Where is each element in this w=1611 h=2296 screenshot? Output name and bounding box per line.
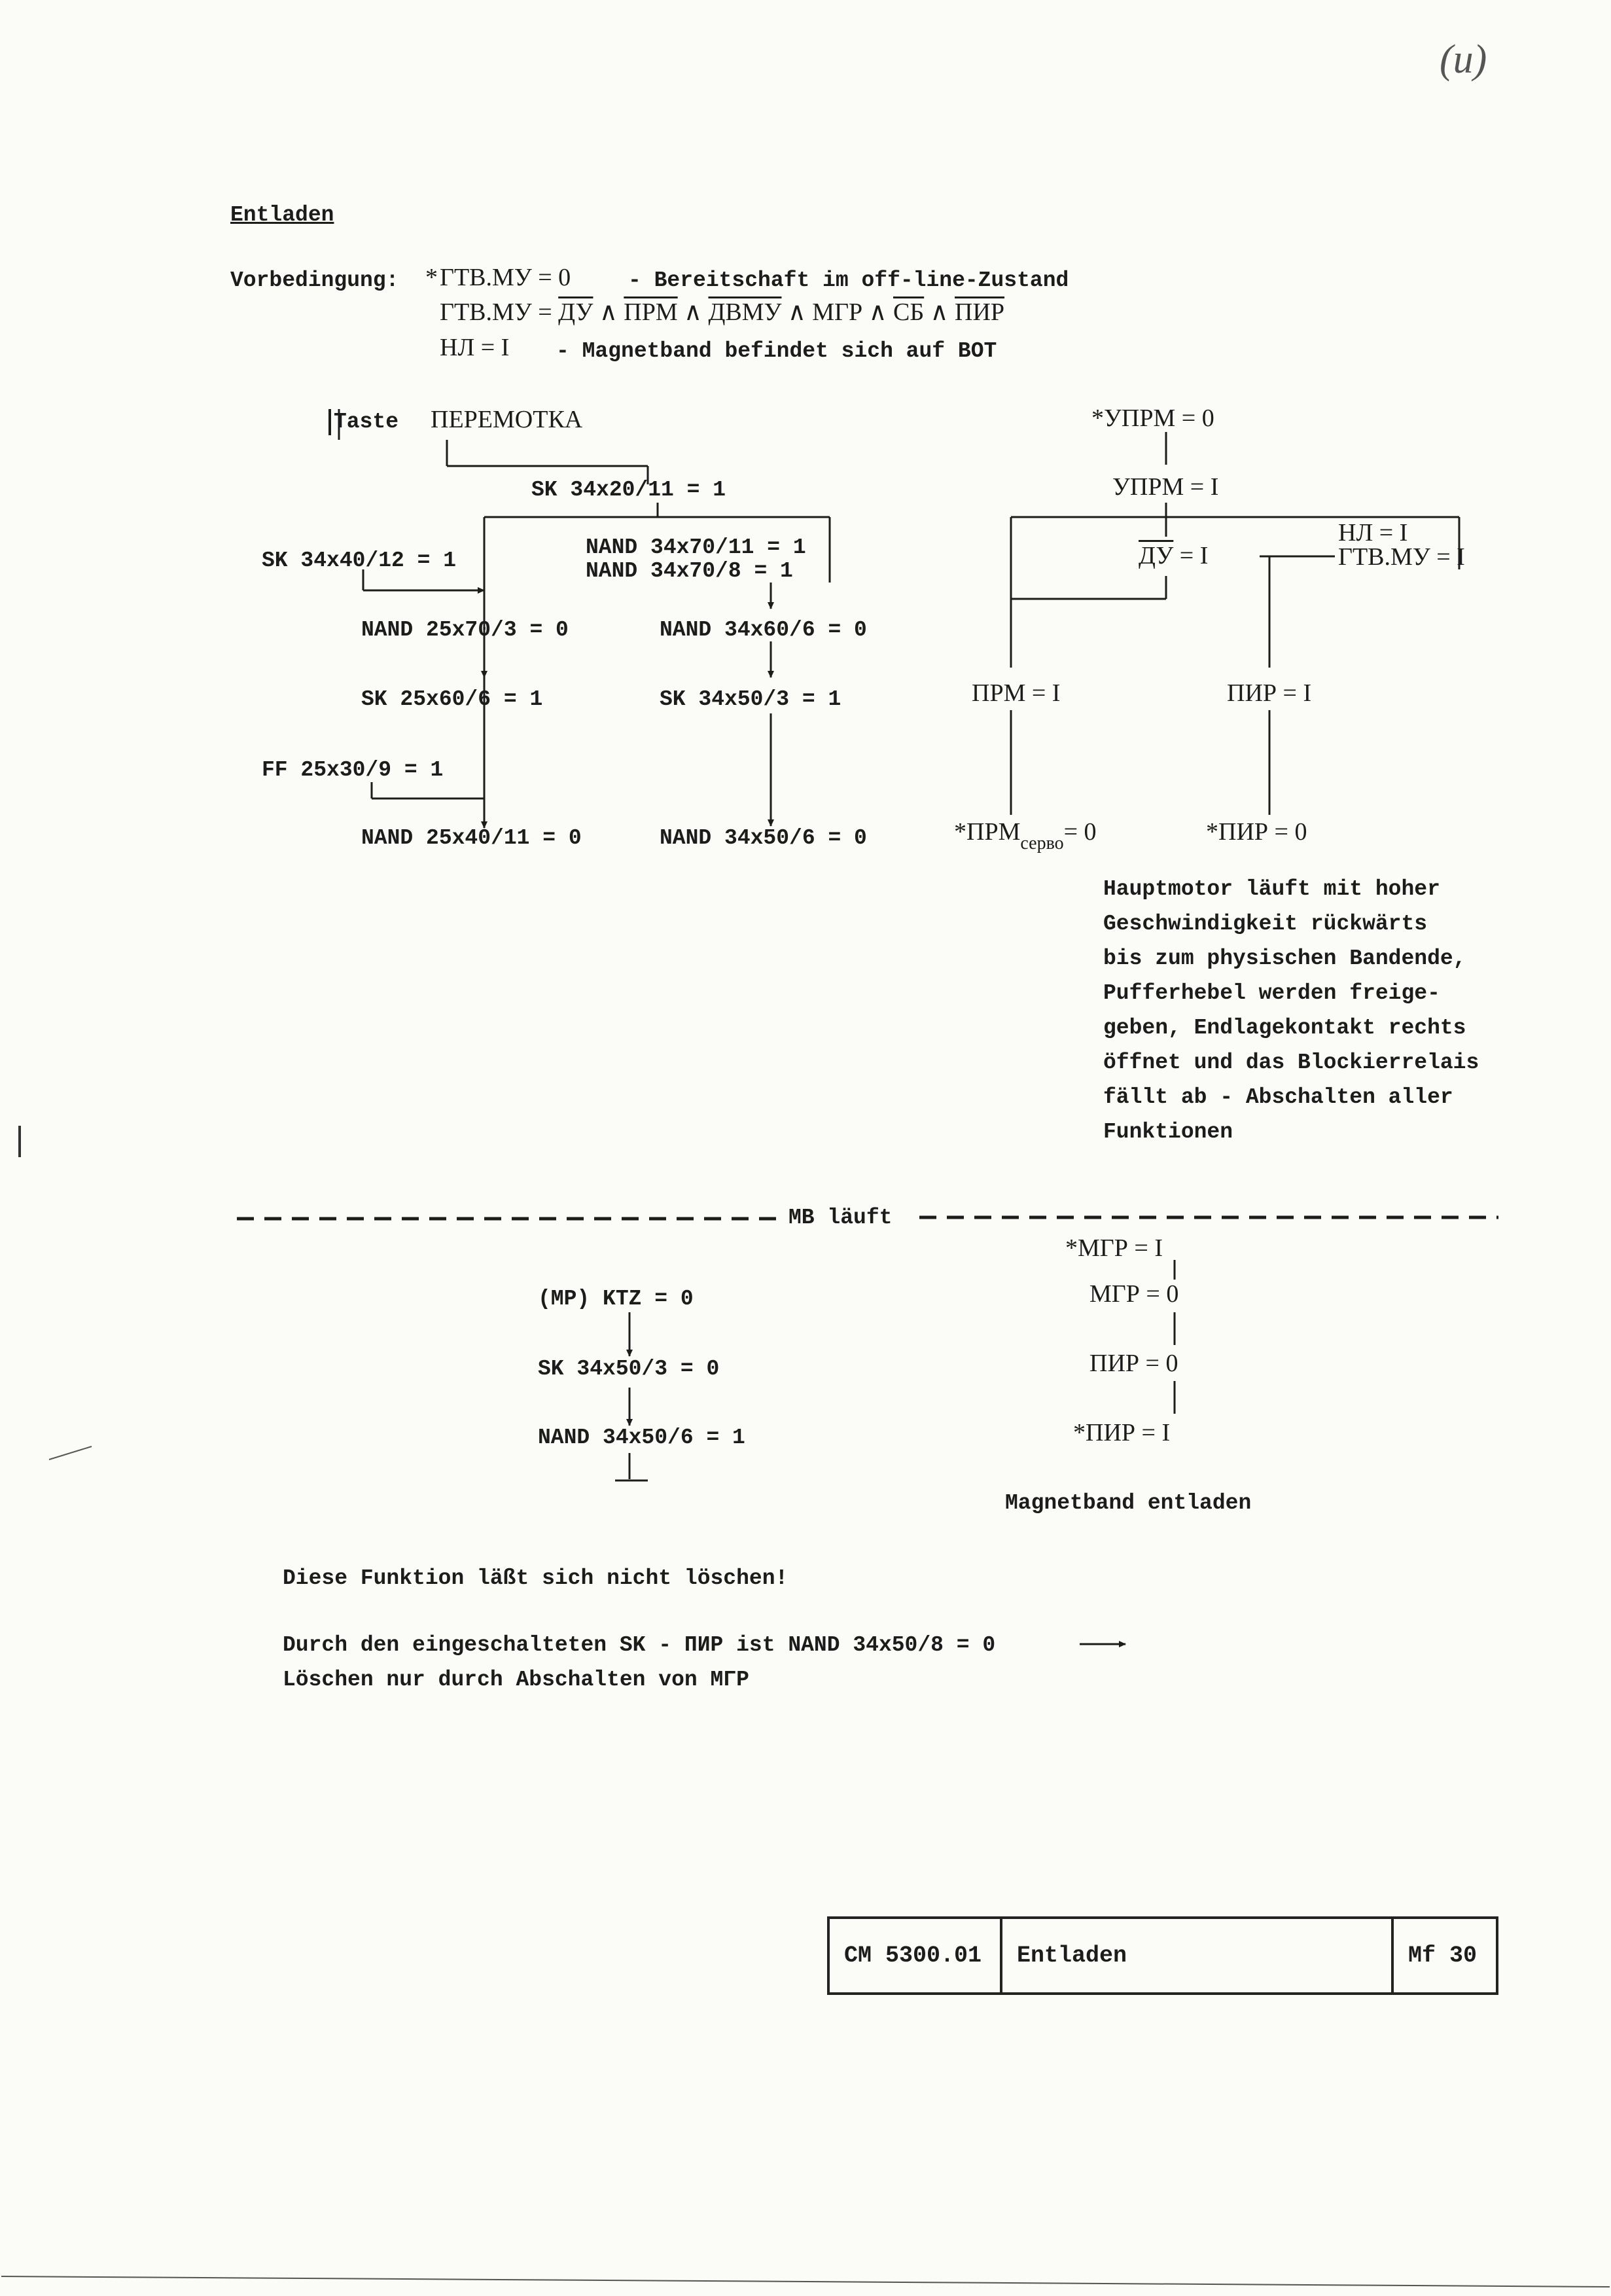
precondition-star: *: [425, 264, 438, 291]
nand-25x70: NAND 25x70/3 = 0: [361, 618, 569, 642]
description-line: Geschwindigkeit rückwärts: [1103, 912, 1428, 936]
formula-lhs: ГТВ.МУ =: [440, 298, 552, 326]
description-line: Funktionen: [1103, 1120, 1233, 1144]
divider-label: MB läuft: [788, 1206, 893, 1230]
prm-signal: ПРМ = I: [972, 679, 1061, 707]
prm-servo: [954, 818, 1097, 853]
description-line: Pufferhebel werden freige-: [1103, 981, 1440, 1005]
prm-servo-main: *ПРМ: [954, 818, 1021, 846]
unload-caption: Magnetband entladen: [1005, 1491, 1252, 1515]
title-block-code: CM 5300.01: [828, 1918, 1001, 1994]
sk-34x50-b: SK 34x50/3 = 0: [538, 1357, 720, 1381]
precondition-formula: [440, 300, 1004, 325]
note-line-3: Löschen nur durch Abschalten von МГР: [283, 1668, 749, 1692]
nand-34x70-8: NAND 34x70/8 = 1: [586, 559, 793, 583]
ff-25x30: FF 25x30/9 = 1: [262, 758, 444, 782]
formula-and: ∧: [787, 298, 806, 326]
description-line: öffnet und das Blockierrelais: [1103, 1050, 1479, 1075]
description-line: Hauptmotor läuft mit hoher: [1103, 877, 1440, 901]
formula-and: ∧: [868, 298, 887, 326]
handwritten-mark: (u): [1440, 37, 1487, 82]
pir-signal: ПИР = I: [1227, 679, 1312, 707]
du-name: ДУ: [1139, 542, 1174, 569]
mgr-signal: МГР = 0: [1089, 1280, 1179, 1308]
precondition-note-3: - Magnetband befindet sich auf BOT: [556, 339, 997, 363]
note-line-1: Diese Funktion läßt sich nicht löschen!: [283, 1566, 788, 1590]
nand-25x40: NAND 25x40/11 = 0: [361, 826, 582, 850]
formula-term-pir: ПИР: [955, 298, 1005, 326]
sk-25x60: SK 25x60/6 = 1: [361, 687, 543, 711]
note-line-2: Durch den eingeschalteten SK - ПИР ist NAND 34x50/8 = 0: [283, 1633, 996, 1657]
taste-label: Taste: [334, 410, 399, 434]
page-heading: Entladen: [230, 203, 334, 227]
uprm-star: *УПРМ = 0: [1091, 404, 1214, 432]
description-line: bis zum physischen Bandende,: [1103, 946, 1466, 971]
precondition-signal-1: ГТВ.МУ = 0: [440, 264, 571, 291]
precondition-note-1: - Bereitschaft im off-line-Zustand: [628, 268, 1069, 293]
description-line: geben, Endlagekontakt rechts: [1103, 1016, 1466, 1040]
precondition-signal-3: НЛ = I: [440, 334, 510, 361]
formula-and: ∧: [684, 298, 702, 326]
du-signal: [1139, 543, 1208, 568]
taste-name: ПЕРЕМОТКА: [431, 406, 583, 433]
pir-signal-b: ПИР = 0: [1089, 1350, 1178, 1377]
gtv-signal: ГТВ.МУ = I: [1338, 543, 1465, 571]
formula-term-mgr: МГР: [812, 298, 863, 326]
prm-servo-sub: серво: [1020, 833, 1064, 853]
formula-and: ∧: [599, 298, 618, 326]
sk-34x20: SK 34x20/11 = 1: [531, 478, 726, 502]
precondition-label: Vorbedingung:: [230, 268, 399, 293]
uprm: УПРМ = I: [1112, 473, 1219, 501]
mgr-star: *МГР = I: [1065, 1234, 1163, 1262]
pir-star-b: *ПИР = I: [1073, 1419, 1171, 1446]
nand-34x50-a: NAND 34x50/6 = 0: [660, 826, 867, 850]
formula-term-du: ДУ: [558, 298, 593, 326]
formula-term-sb: СБ: [893, 298, 925, 326]
nand-34x50-b: NAND 34x50/6 = 1: [538, 1426, 745, 1450]
sk-34x50-a: SK 34x50/3 = 1: [660, 687, 841, 711]
nand-34x60: NAND 34x60/6 = 0: [660, 618, 867, 642]
ktz-signal: (MP) KTZ = 0: [538, 1287, 694, 1311]
nand-34x70-11: NAND 34x70/11 = 1: [586, 535, 806, 560]
formula-term-dvmu: ДВМУ: [708, 298, 782, 326]
description: [1103, 878, 1479, 1156]
sk-34x40: SK 34x40/12 = 1: [262, 548, 457, 573]
description-line: fällt ab - Abschalten aller: [1103, 1085, 1453, 1109]
formula-and: ∧: [930, 298, 949, 326]
title-block: [827, 1916, 1498, 1995]
title-block-page: Mf 30: [1392, 1918, 1497, 1994]
nl-signal: НЛ = I: [1338, 519, 1408, 547]
pir-star: *ПИР = 0: [1206, 818, 1307, 846]
prm-servo-value: = 0: [1063, 818, 1097, 846]
formula-term-prm: ПРМ: [624, 298, 678, 326]
du-value: = I: [1179, 542, 1209, 569]
title-block-title: Entladen: [1001, 1918, 1392, 1994]
